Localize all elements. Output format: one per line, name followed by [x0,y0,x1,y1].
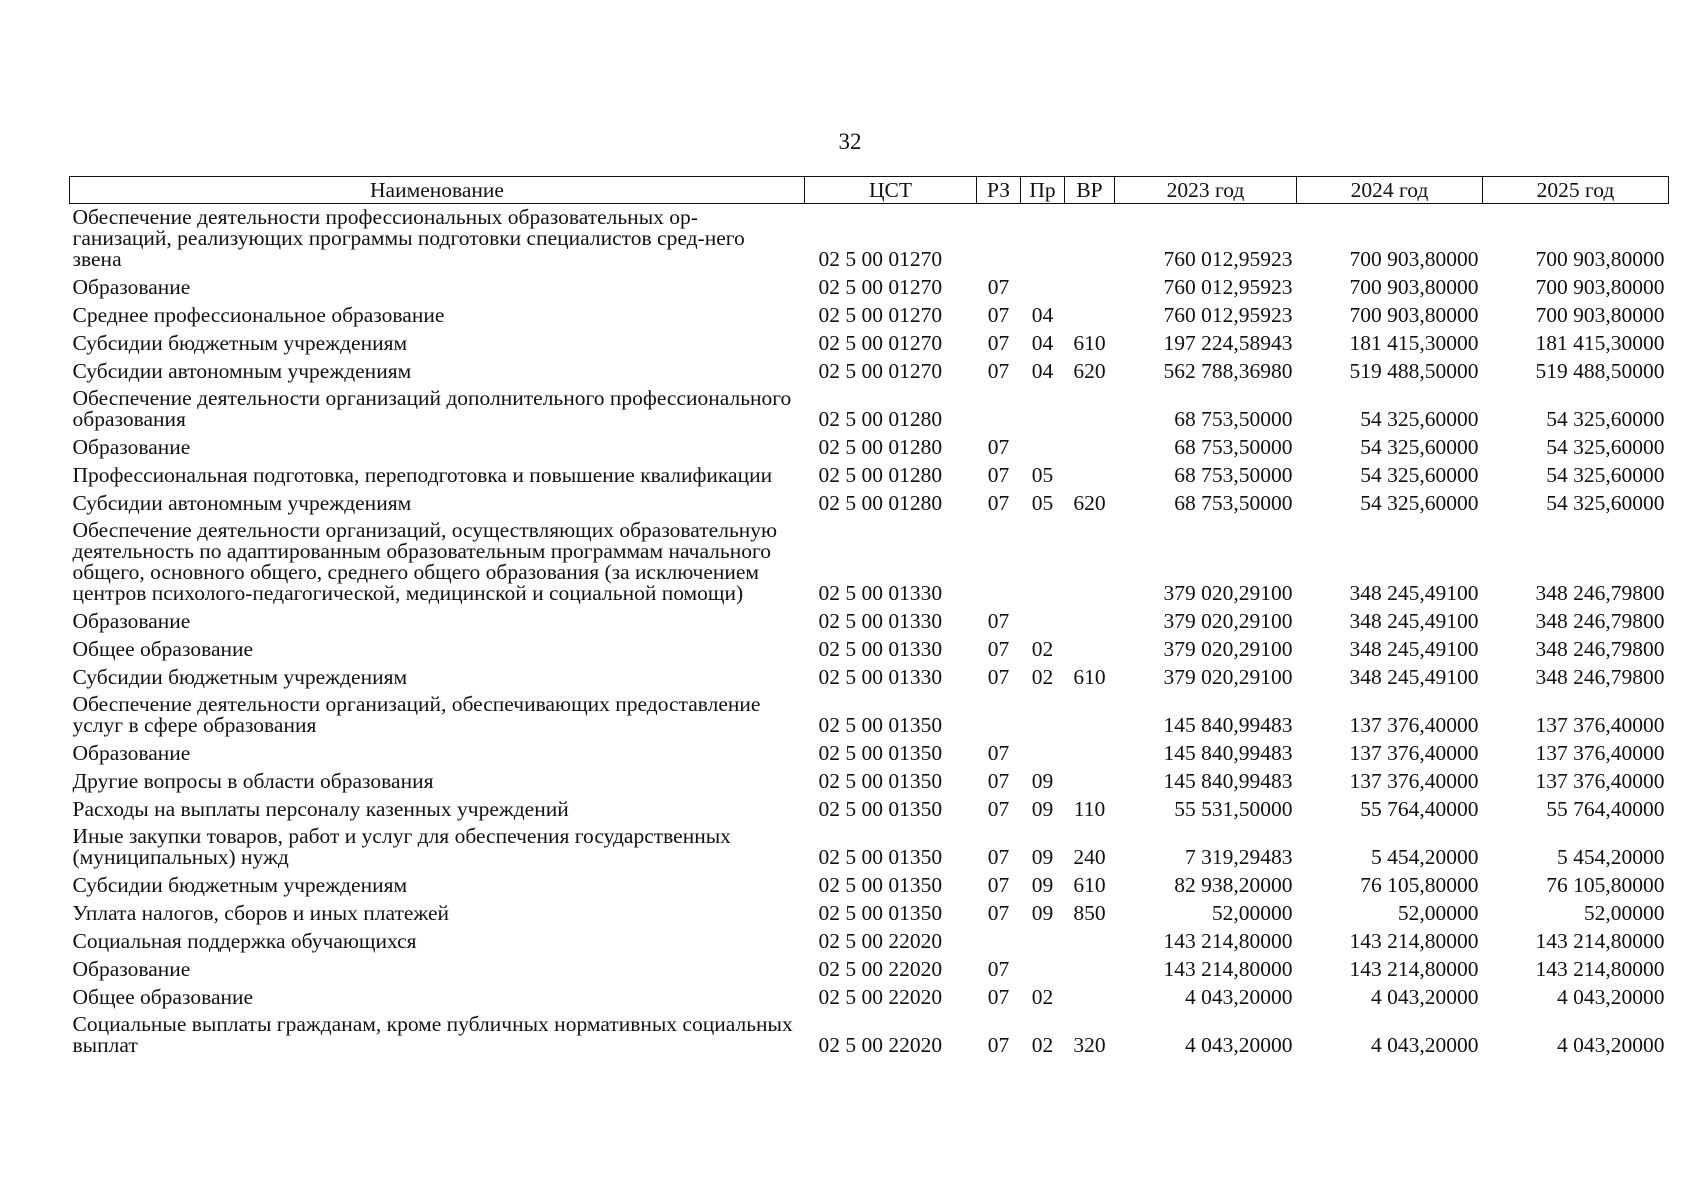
table-row [70,983,1669,1011]
row-2023: 68 753,50000 [1174,407,1293,431]
row-rz: 07 [987,303,1010,327]
row-cst: 02 5 00 01350 [818,873,943,897]
table-row [70,357,1669,385]
row-rz: 07 [987,275,1010,299]
row-rz: 07 [987,435,1010,459]
row-vr [1065,983,1115,1011]
row-name: Профессиональная подготовка, переподготовка и повышение квалификации [72,463,773,487]
header-2025: 2025 год [1483,177,1669,204]
row-cst: 02 5 00 01270 [818,303,943,327]
table-row [70,739,1669,767]
row-vr [1065,461,1115,489]
row-rz: 07 [987,901,1010,925]
row-2023: 379 020,29100 [1163,665,1293,689]
row-rz: 07 [987,957,1010,981]
table-row [70,461,1669,489]
row-pr: 09 [1031,797,1054,821]
row-vr [1065,767,1115,795]
row-rz [977,517,1021,607]
row-name: Иные закупки товаров, работ и услуг для обеспечения государственных (муниципальных) нужд [72,824,731,869]
table-row [70,691,1669,739]
row-pr: 04 [1031,331,1054,355]
row-name: Образование [72,275,191,299]
row-2023: 145 840,99483 [1163,741,1293,765]
budget-table [69,176,1669,1059]
row-cst: 02 5 00 01350 [818,741,943,765]
row-2024: 5 454,20000 [1371,845,1479,869]
row-2025: 54 325,60000 [1546,463,1665,487]
row-2025: 5 454,20000 [1557,845,1665,869]
table-row [70,385,1669,433]
row-vr [1065,385,1115,433]
row-pr: 09 [1031,901,1054,925]
row-cst: 02 5 00 01350 [818,769,943,793]
row-2023: 379 020,29100 [1163,581,1293,605]
row-cst: 02 5 00 01280 [818,435,943,459]
row-vr [1065,433,1115,461]
row-2025: 348 246,79800 [1535,609,1665,633]
row-2023: 143 214,80000 [1163,929,1293,953]
row-name: Другие вопросы в области образования [72,769,434,793]
row-name: Обеспечение деятельности организаций, осуществляющих образовательную деятельность по адаптированным образовательным программам начального общего, основного общего, среднего общего образования (за исключением центров психолого-педагогической, медицинской и социальной помощи) [72,518,778,605]
header-2024: 2024 год [1297,177,1483,204]
row-vr [1065,691,1115,739]
row-name: Расходы на выплаты персоналу казенных учреждений [72,797,569,821]
row-vr: 110 [1073,797,1106,821]
row-pr: 04 [1031,303,1054,327]
row-pr: 05 [1031,491,1054,515]
row-pr [1021,607,1065,635]
table-body [70,204,1669,1060]
table-row [70,489,1669,517]
row-cst: 02 5 00 01270 [818,331,943,355]
row-2025: 700 903,80000 [1535,275,1665,299]
row-name: Обеспечение деятельности организаций, обеспечивающих предоставление услуг в сфере образования [72,692,761,737]
row-pr: 02 [1031,637,1054,661]
row-2024: 348 245,49100 [1349,665,1479,689]
row-cst: 02 5 00 22020 [818,929,943,953]
row-cst: 02 5 00 22020 [818,1033,943,1057]
row-rz: 07 [987,665,1010,689]
row-vr: 620 [1073,359,1106,383]
row-2023: 4 043,20000 [1185,1033,1293,1057]
header-row [70,177,1669,204]
row-2025: 54 325,60000 [1546,435,1665,459]
header-pr: Пр [1021,177,1065,204]
row-2023: 68 753,50000 [1174,491,1293,515]
table-row [70,204,1669,274]
row-2025: 137 376,40000 [1535,713,1665,737]
row-rz: 07 [987,331,1010,355]
row-2024: 143 214,80000 [1349,957,1479,981]
row-pr: 02 [1031,985,1054,1009]
row-2024: 52,00000 [1397,901,1479,925]
row-pr [1021,739,1065,767]
row-2024: 348 245,49100 [1349,581,1479,605]
row-2024: 76 105,80000 [1360,873,1479,897]
row-pr [1021,517,1065,607]
row-2024: 54 325,60000 [1360,463,1479,487]
row-name: Субсидии бюджетным учреждениям [72,665,408,689]
row-vr [1065,955,1115,983]
row-pr [1021,927,1065,955]
row-rz: 07 [987,609,1010,633]
row-pr: 09 [1031,873,1054,897]
row-cst: 02 5 00 01280 [818,491,943,515]
table-row [70,795,1669,823]
table-row [70,871,1669,899]
row-2024: 181 415,30000 [1349,331,1479,355]
row-vr [1065,273,1115,301]
row-2023: 562 788,36980 [1163,359,1293,383]
row-2024: 137 376,40000 [1349,769,1479,793]
row-2025: 348 246,79800 [1535,637,1665,661]
row-2023: 7 319,29483 [1185,845,1293,869]
row-2025: 700 903,80000 [1535,303,1665,327]
row-vr: 850 [1073,901,1106,925]
row-name: Обеспечение деятельности организаций дополнительного профессионального образования [72,386,792,431]
row-pr [1021,273,1065,301]
row-pr: 02 [1031,1033,1054,1057]
table-row [70,663,1669,691]
row-name: Субсидии бюджетным учреждениям [72,331,408,355]
row-pr [1021,385,1065,433]
row-rz: 07 [987,797,1010,821]
row-2025: 348 246,79800 [1535,665,1665,689]
row-vr: 610 [1073,331,1106,355]
row-2024: 348 245,49100 [1349,609,1479,633]
row-rz: 07 [987,985,1010,1009]
row-pr [1021,691,1065,739]
row-cst: 02 5 00 01280 [818,407,943,431]
row-2023: 197 224,58943 [1163,331,1293,355]
row-pr: 02 [1031,665,1054,689]
row-name: Социальные выплаты гражданам, кроме публичных нормативных социальных выплат [72,1012,793,1057]
row-2024: 4 043,20000 [1371,985,1479,1009]
row-rz [977,204,1021,274]
row-name: Субсидии автономным учреждениям [72,491,412,515]
row-vr: 320 [1073,1033,1106,1057]
row-2023: 760 012,95923 [1163,303,1293,327]
row-2024: 700 903,80000 [1349,275,1479,299]
row-rz: 07 [987,845,1010,869]
row-vr: 610 [1073,873,1106,897]
row-rz: 07 [987,491,1010,515]
row-pr [1021,204,1065,274]
row-rz [977,385,1021,433]
row-cst: 02 5 00 01270 [818,275,943,299]
table-row [70,1011,1669,1059]
row-name: Образование [72,609,191,633]
row-rz: 07 [987,769,1010,793]
row-cst: 02 5 00 22020 [818,957,943,981]
row-cst: 02 5 00 01350 [818,713,943,737]
table-row [70,767,1669,795]
row-2024: 700 903,80000 [1349,247,1479,271]
row-2025: 143 214,80000 [1535,957,1665,981]
table-row [70,273,1669,301]
row-pr: 04 [1031,359,1054,383]
row-rz: 07 [987,873,1010,897]
row-2024: 54 325,60000 [1360,435,1479,459]
row-2025: 54 325,60000 [1546,407,1665,431]
row-2023: 145 840,99483 [1163,713,1293,737]
row-2023: 143 214,80000 [1163,957,1293,981]
header-vr: ВР [1065,177,1115,204]
row-rz: 07 [987,1033,1010,1057]
row-vr: 240 [1073,845,1106,869]
row-2025: 137 376,40000 [1535,741,1665,765]
row-2025: 143 214,80000 [1535,929,1665,953]
row-name: Образование [72,741,191,765]
row-rz: 07 [987,359,1010,383]
row-name: Субсидии автономным учреждениям [72,359,412,383]
row-2025: 348 246,79800 [1535,581,1665,605]
row-cst: 02 5 00 01350 [818,901,943,925]
row-2023: 68 753,50000 [1174,435,1293,459]
row-2023: 379 020,29100 [1163,609,1293,633]
row-pr: 05 [1031,463,1054,487]
row-name: Общее образование [72,985,254,1009]
row-vr [1065,301,1115,329]
row-2024: 137 376,40000 [1349,713,1479,737]
row-2023: 760 012,95923 [1163,247,1293,271]
row-2025: 55 764,40000 [1546,797,1665,821]
row-rz [977,927,1021,955]
row-cst: 02 5 00 01330 [818,665,943,689]
table-row [70,433,1669,461]
row-vr [1065,739,1115,767]
row-vr [1065,517,1115,607]
row-pr [1021,433,1065,461]
row-2023: 379 020,29100 [1163,637,1293,661]
page-number: 32 [838,129,862,154]
row-cst: 02 5 00 01350 [818,845,943,869]
row-name: Образование [72,435,191,459]
row-2025: 137 376,40000 [1535,769,1665,793]
row-2023: 55 531,50000 [1174,797,1293,821]
row-vr [1065,635,1115,663]
row-2025: 4 043,20000 [1557,1033,1665,1057]
row-cst: 02 5 00 01280 [818,463,943,487]
row-vr: 620 [1073,491,1106,515]
table-header [70,177,1669,204]
table-row [70,899,1669,927]
row-cst: 02 5 00 01330 [818,581,943,605]
header-rz: РЗ [977,177,1021,204]
row-2024: 700 903,80000 [1349,303,1479,327]
header-cst: ЦСТ [805,177,977,204]
row-2024: 54 325,60000 [1360,407,1479,431]
row-2025: 700 903,80000 [1535,247,1665,271]
row-name: Уплата налогов, сборов и иных платежей [72,901,450,925]
row-rz: 07 [987,741,1010,765]
table-row [70,823,1669,871]
row-2024: 519 488,50000 [1349,359,1479,383]
row-2023: 52,00000 [1211,901,1293,925]
row-pr: 09 [1031,845,1054,869]
row-2024: 54 325,60000 [1360,491,1479,515]
row-vr [1065,204,1115,274]
row-name: Образование [72,957,191,981]
row-name: Среднее профессиональное образование [72,303,445,327]
row-2025: 4 043,20000 [1557,985,1665,1009]
row-2023: 82 938,20000 [1174,873,1293,897]
table-row [70,635,1669,663]
row-rz: 07 [987,637,1010,661]
table-row [70,517,1669,607]
row-vr: 610 [1073,665,1106,689]
row-2023: 760 012,95923 [1163,275,1293,299]
header-name: Наименование [70,177,805,204]
row-cst: 02 5 00 22020 [818,985,943,1009]
table-row [70,927,1669,955]
row-2024: 143 214,80000 [1349,929,1479,953]
row-2023: 145 840,99483 [1163,769,1293,793]
row-vr [1065,927,1115,955]
table-row [70,955,1669,983]
table-row [70,607,1669,635]
row-pr [1021,955,1065,983]
row-rz: 07 [987,463,1010,487]
row-vr [1065,607,1115,635]
header-2023: 2023 год [1115,177,1297,204]
row-2025: 519 488,50000 [1535,359,1665,383]
table-row [70,301,1669,329]
row-cst: 02 5 00 01270 [818,359,943,383]
row-name: Социальная поддержка обучающихся [72,929,417,953]
row-2024: 55 764,40000 [1360,797,1479,821]
row-rz [977,691,1021,739]
row-pr: 09 [1031,769,1054,793]
row-cst: 02 5 00 01270 [818,247,943,271]
table-row [70,329,1669,357]
row-cst: 02 5 00 01350 [818,797,943,821]
row-2025: 52,00000 [1583,901,1665,925]
row-2024: 348 245,49100 [1349,637,1479,661]
row-2024: 4 043,20000 [1371,1033,1479,1057]
row-cst: 02 5 00 01330 [818,609,943,633]
row-cst: 02 5 00 01330 [818,637,943,661]
row-2025: 54 325,60000 [1546,491,1665,515]
row-2023: 4 043,20000 [1185,985,1293,1009]
row-2024: 137 376,40000 [1349,741,1479,765]
row-name: Субсидии бюджетным учреждениям [72,873,408,897]
row-name: Общее образование [72,637,254,661]
row-name: Обеспечение деятельности профессиональных образовательных ор-ганизаций, реализующих программы подготовки специалистов сред-него звена [72,205,745,271]
row-2025: 181 415,30000 [1535,331,1665,355]
row-2025: 76 105,80000 [1546,873,1665,897]
row-2023: 68 753,50000 [1174,463,1293,487]
